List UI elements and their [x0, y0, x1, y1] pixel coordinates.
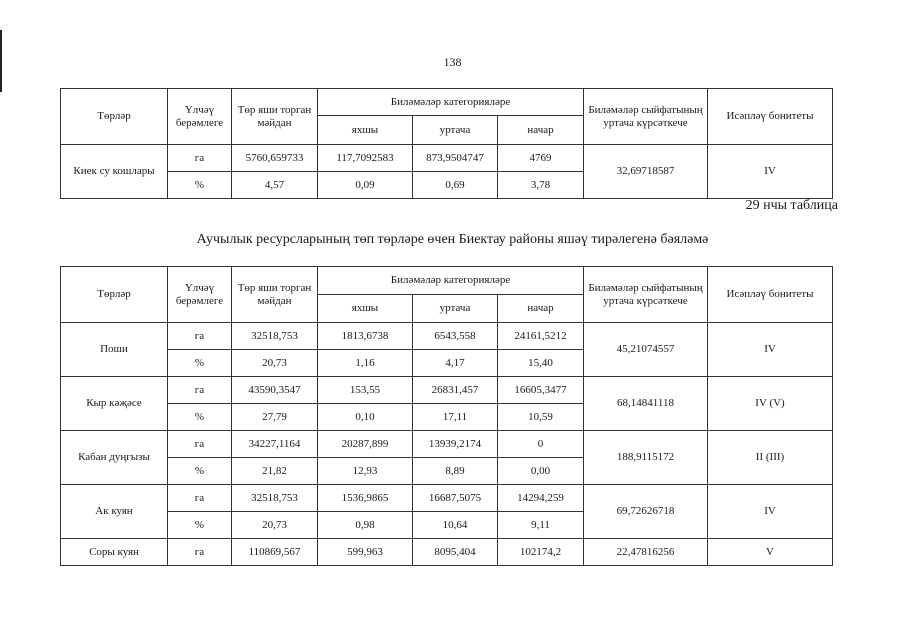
- table-row: [61, 485, 833, 512]
- cell-pct-area: 4,57: [232, 172, 318, 199]
- cell-ha-area: 32518,753: [232, 323, 318, 350]
- cell-ha-poor: 24161,5212: [498, 323, 584, 350]
- cell-pct-good: 1,16: [318, 350, 413, 377]
- header-good: яхшы: [318, 295, 413, 323]
- table-row: [61, 539, 833, 566]
- bonitet-value: IV (V): [708, 377, 833, 431]
- cell-ha-good: 1536,9865: [318, 485, 413, 512]
- cell-pct-poor: 10,59: [498, 404, 584, 431]
- header-poor: начар: [498, 295, 584, 323]
- cell-pct-good: 0,09: [318, 172, 413, 199]
- cell-pct-poor: 3,78: [498, 172, 584, 199]
- header-types: Төрләр: [61, 267, 168, 323]
- bonitet-value: IV: [708, 323, 833, 377]
- cell-pct-good: 12,93: [318, 458, 413, 485]
- bonitet-value: V: [708, 539, 833, 566]
- cell-ha-average: 16687,5075: [413, 485, 498, 512]
- table-row: [61, 145, 833, 172]
- cell-pct-average: 8,89: [413, 458, 498, 485]
- quality-index-value: 188,9115172: [584, 431, 708, 485]
- cell-ha-unit: га: [168, 431, 232, 458]
- cell-pct-unit: %: [168, 350, 232, 377]
- header-unit: Үлчәү берәмлеге: [168, 89, 232, 145]
- table-title: Аучылык ресурсларының төп төрләре өчен Биектау районы яшәү тирәлегенә бәяләмә: [196, 232, 709, 247]
- bonitet-value: IV: [708, 485, 833, 539]
- table-row: [61, 323, 833, 350]
- header-habitat-area: Төр яши торган мәйдан: [232, 89, 318, 145]
- cell-pct-good: 0,98: [318, 512, 413, 539]
- cell-pct-poor: 15,40: [498, 350, 584, 377]
- cell-pct-area: 20,73: [232, 350, 318, 377]
- cell-ha-area: 32518,753: [232, 485, 318, 512]
- cell-ha-good: 153,55: [318, 377, 413, 404]
- species-name: Поши: [61, 323, 168, 377]
- header-categories: Биләмәләр категорияләре: [318, 89, 584, 116]
- quality-index-value: 22,47816256: [584, 539, 708, 566]
- table-number-caption: 29 нчы таблица: [745, 198, 838, 213]
- cell-ha-unit: га: [168, 323, 232, 350]
- cell-pct-average: 0,69: [413, 172, 498, 199]
- cell-ha-area: 34227,1164: [232, 431, 318, 458]
- cell-ha-area: 43590,3547: [232, 377, 318, 404]
- header-unit: Үлчәү берәмлеге: [168, 267, 232, 323]
- quality-index-value: 45,21074557: [584, 323, 708, 377]
- cell-ha-area: 5760,659733: [232, 145, 318, 172]
- cell-pct-unit: %: [168, 458, 232, 485]
- quality-index-value: 69,72626718: [584, 485, 708, 539]
- cell-pct-poor: 9,11: [498, 512, 584, 539]
- species-name: Ак куян: [61, 485, 168, 539]
- quality-index-value: 68,14841118: [584, 377, 708, 431]
- bonitet-value: IV: [708, 145, 833, 199]
- cell-ha-average: 26831,457: [413, 377, 498, 404]
- species-name: Киек су кошлары: [61, 145, 168, 199]
- header-categories: Биләмәләр категорияләре: [318, 267, 584, 295]
- cell-ha-poor: 102174,2: [498, 539, 584, 566]
- species-name: Кыр кәҗәсе: [61, 377, 168, 431]
- bonitet-value: II (III): [708, 431, 833, 485]
- cell-ha-unit: га: [168, 539, 232, 566]
- cell-pct-good: 0,10: [318, 404, 413, 431]
- header-bonitet: Исәпләү бонитеты: [708, 89, 833, 145]
- species-name: Кабан дуңгызы: [61, 431, 168, 485]
- cell-pct-average: 4,17: [413, 350, 498, 377]
- species-name: Соры куян: [61, 539, 168, 566]
- cell-pct-unit: %: [168, 404, 232, 431]
- table-row: [61, 431, 833, 458]
- cell-ha-poor: 0: [498, 431, 584, 458]
- cell-pct-average: 10,64: [413, 512, 498, 539]
- cell-ha-unit: га: [168, 377, 232, 404]
- table-waterfowl: [60, 88, 833, 199]
- cell-ha-good: 117,7092583: [318, 145, 413, 172]
- cell-ha-area: 110869,567: [232, 539, 318, 566]
- cell-pct-poor: 0,00: [498, 458, 584, 485]
- cell-ha-unit: га: [168, 485, 232, 512]
- header-good: яхшы: [318, 116, 413, 145]
- header-bonitet: Исәпләү бонитеты: [708, 267, 833, 323]
- cell-ha-good: 20287,899: [318, 431, 413, 458]
- cell-pct-average: 17,11: [413, 404, 498, 431]
- cell-ha-average: 13939,2174: [413, 431, 498, 458]
- header-quality-index: Биләмәләр сыйфатының уртача күрсәткече: [584, 267, 708, 323]
- cell-pct-unit: %: [168, 172, 232, 199]
- cell-ha-average: 6543,558: [413, 323, 498, 350]
- table-habitat-assessment: [60, 266, 833, 566]
- cell-ha-good: 1813,6738: [318, 323, 413, 350]
- page-number: 138: [443, 55, 462, 69]
- cell-ha-poor: 14294,259: [498, 485, 584, 512]
- cell-ha-average: 873,9504747: [413, 145, 498, 172]
- cell-pct-area: 27,79: [232, 404, 318, 431]
- cell-pct-unit: %: [168, 512, 232, 539]
- header-average: уртача: [413, 116, 498, 145]
- quality-index-value: 32,69718587: [584, 145, 708, 199]
- header-habitat-area: Төр яши торган мәйдан: [232, 267, 318, 323]
- cell-ha-unit: га: [168, 145, 232, 172]
- cell-pct-area: 21,82: [232, 458, 318, 485]
- cell-ha-good: 599,963: [318, 539, 413, 566]
- cell-ha-poor: 4769: [498, 145, 584, 172]
- cell-ha-average: 8095,404: [413, 539, 498, 566]
- header-quality-index: Биләмәләр сыйфатының уртача күрсәткече: [584, 89, 708, 145]
- header-poor: начар: [498, 116, 584, 145]
- header-types: Төрләр: [61, 89, 168, 145]
- cell-pct-area: 20,73: [232, 512, 318, 539]
- table-row: [61, 377, 833, 404]
- cell-ha-poor: 16605,3477: [498, 377, 584, 404]
- header-average: уртача: [413, 295, 498, 323]
